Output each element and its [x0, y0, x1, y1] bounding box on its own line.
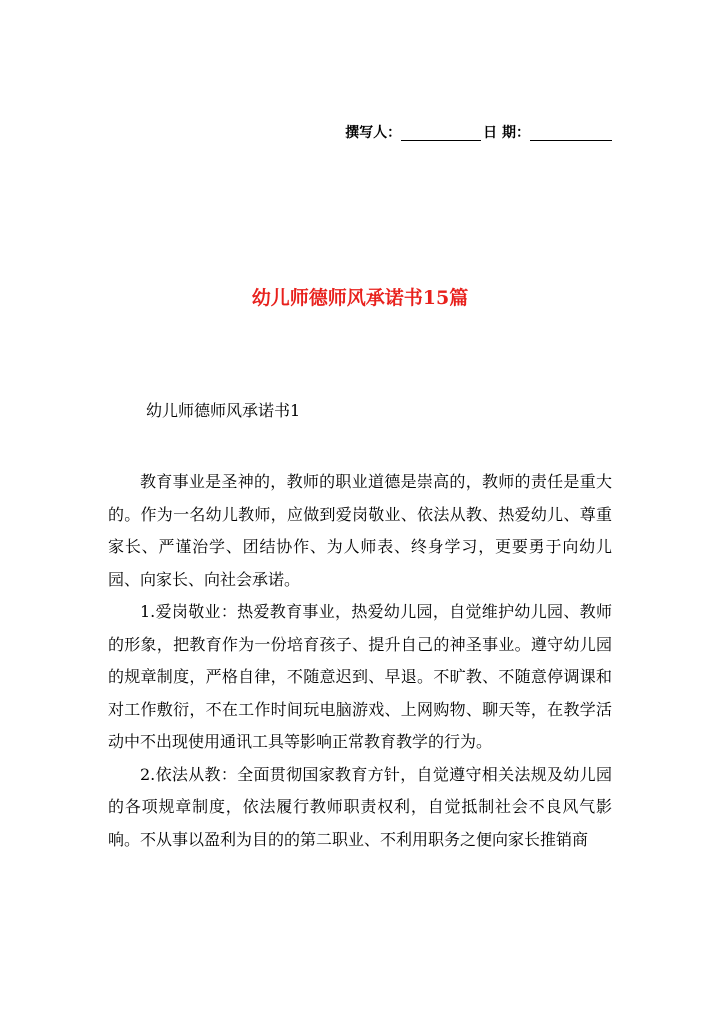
document-title: 幼儿师德师风承诺书15篇 — [251, 287, 469, 309]
document-header — [0, 125, 612, 141]
paragraph-lawful-teaching: 2.依法从教：全面贯彻国家教育方针，自觉遵守相关法规及幼儿园的各项规章制度，依法履行教师职责权利，自觉抵制社会不良风气影响。不从事以盈利为目的的第二职业、不利用职务之便向家长推销商 — [108, 764, 612, 849]
date-blank-line — [530, 126, 612, 141]
date-label: 日 期： — [483, 125, 530, 141]
author-label: 撰写人： — [345, 125, 402, 141]
document-body — [108, 466, 612, 856]
section-title: 幼儿师德师风承诺书1 — [146, 401, 301, 420]
author-blank-line — [401, 126, 481, 141]
paragraph-dedication: 1.爱岗敬业：热爱教育事业，热爱幼儿园，自觉维护幼儿园、教师的形象，把教育作为一份培育孩子、提升自己的神圣事业。遵守幼儿园的规章制度，严格自律，不随意迟到、早退。不旷教、不随意停调课和对工作敷衍，不在工作时间玩电脑游戏、上网购物、聊天等，在教学活动中不出现使用通讯工具等影响正常教育教学的行为。 — [108, 602, 612, 751]
paragraph-intro: 教育事业是圣神的，教师的职业道德是崇高的，教师的责任是重大的。作为一名幼儿教师，应做到爱岗敬业、依法从教、热爱幼儿、尊重家长、严谨治学、团结协作、为人师表、终身学习，更要勇于向幼儿园、向家长、向社会承诺。 — [108, 472, 612, 589]
